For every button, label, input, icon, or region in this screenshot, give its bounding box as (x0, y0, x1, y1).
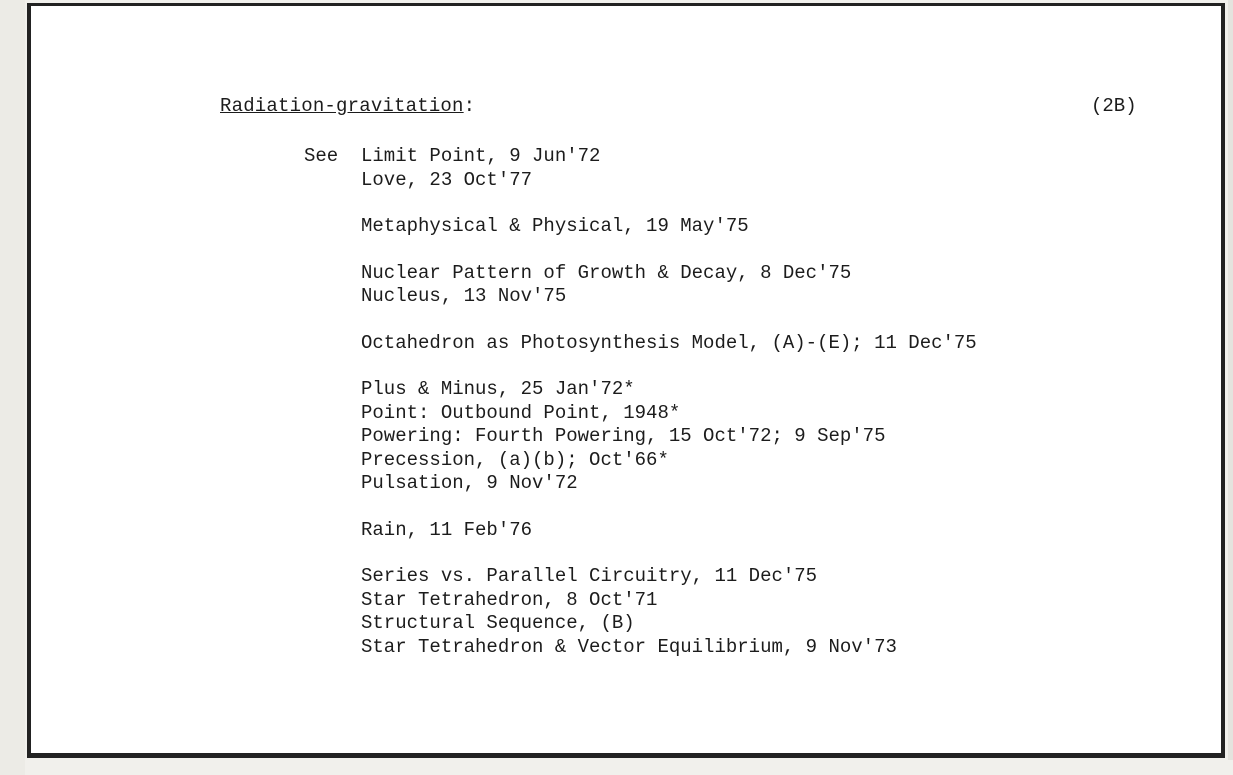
list-item: Octahedron as Photosynthesis Model, (A)-(E); 11 Dec'75 (361, 331, 977, 354)
list-item: Series vs. Parallel Circuitry, 11 Dec'75 (361, 565, 818, 587)
list-item: Rain, 11 Feb'76 (361, 518, 533, 541)
list-item: Star Tetrahedron & Vector Equilibrium, 9 Nov'73 (361, 635, 897, 658)
card-heading (220, 95, 475, 117)
list-item: Structural Sequence, (B) (361, 612, 635, 634)
heading-title: Radiation-gravitation (220, 95, 464, 117)
list-item: Powering: Fourth Powering, 15 Oct'72; 9 Sep'75 (361, 425, 886, 447)
list-item: Pulsation, 9 Nov'72 (361, 472, 578, 494)
list-item: Love, 23 Oct'77 (361, 168, 533, 191)
list-item: Star Tetrahedron, 8 Oct'71 (361, 588, 658, 611)
list-item: Plus & Minus, 25 Jan'72* (361, 378, 635, 400)
list-item: Precession, (a)(b); Oct'66* (361, 448, 669, 471)
list-item: Nucleus, 13 Nov'75 (361, 285, 567, 307)
list-item: Nuclear Pattern of Growth & Decay, 8 Dec'75 (361, 261, 852, 284)
page-margin (0, 0, 25, 775)
card-code: (2B) (1091, 95, 1137, 117)
list-item: Point: Outbound Point, 1948* (361, 401, 681, 424)
heading-colon: : (463, 95, 476, 117)
card-edge-shadow (1228, 0, 1233, 760)
list-item: Metaphysical & Physical, 19 May'75 (361, 215, 749, 237)
list-item: Limit Point, 9 Jun'72 (361, 145, 601, 167)
cross-reference-list (361, 145, 977, 659)
see-label: See (304, 145, 339, 167)
